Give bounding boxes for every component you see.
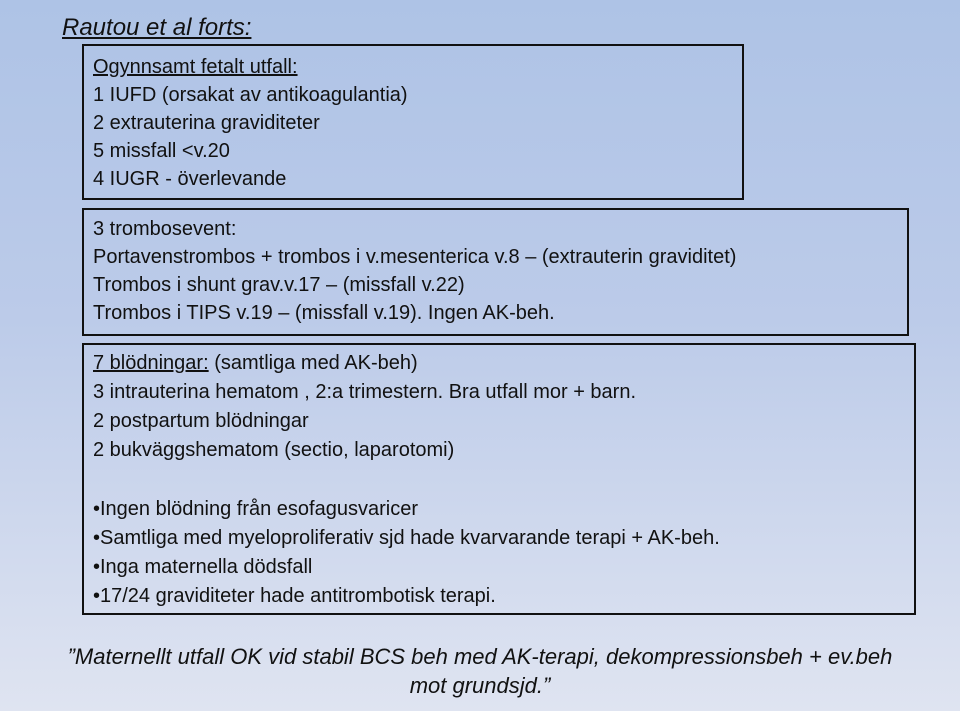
bleeding-line: 2 bukväggshematom (sectio, laparotomi) [93,439,455,461]
bullet-item: •Ingen blödning från esofagusvaricer [93,498,418,520]
bleeding-line: 2 postpartum blödningar [93,410,309,432]
bullet-item: •Inga maternella dödsfall [93,556,313,578]
fetal-outcome-line: 4 IUGR - överlevande [93,168,287,190]
fetal-outcome-line: 2 extrauterina graviditeter [93,112,320,134]
fetal-outcome-line: 5 missfall <v.20 [93,140,230,162]
bleeding-box [82,343,916,615]
thrombosis-line: Trombos i shunt grav.v.17 – (missfall v.22) [93,274,465,296]
bleeding-heading-rest: (samtliga med AK-beh) [208,352,418,374]
fetal-outcome-box [82,44,744,200]
conclusion-line-1: ”Maternellt utfall OK vid stabil BCS beh med AK-terapi, dekompressionsbeh + ev.beh [67,644,893,669]
thrombosis-box [82,208,909,336]
conclusion-line-2: mot grundsjd.” [409,673,551,698]
bleeding-line: 3 intrauterina hematom , 2:a trimestern. Bra utfall mor + barn. [93,381,637,403]
bleeding-heading [93,349,418,377]
bullet-item: •Samtliga med myeloproliferativ sjd hade kvarvarande terapi + AK-beh. [93,527,720,549]
thrombosis-line: Trombos i TIPS v.19 – (missfall v.19). Ingen AK-beh. [93,302,555,324]
bleeding-heading-underlined: 7 blödningar: [93,352,209,374]
thrombosis-heading: 3 trombosevent: [93,218,237,240]
fetal-outcome-line: 1 IUFD (orsakat av antikoagulantia) [93,84,408,106]
thrombosis-line: Portavenstrombos + trombos i v.mesenterica v.8 – (extrauterin graviditet) [93,246,737,268]
conclusion-quote [20,642,940,700]
bullet-item: •17/24 graviditeter hade antitrombotisk terapi. [93,585,496,607]
slide-title: Rautou et al forts: [62,14,252,41]
fetal-outcome-heading: Ogynnsamt fetalt utfall: [93,56,298,78]
